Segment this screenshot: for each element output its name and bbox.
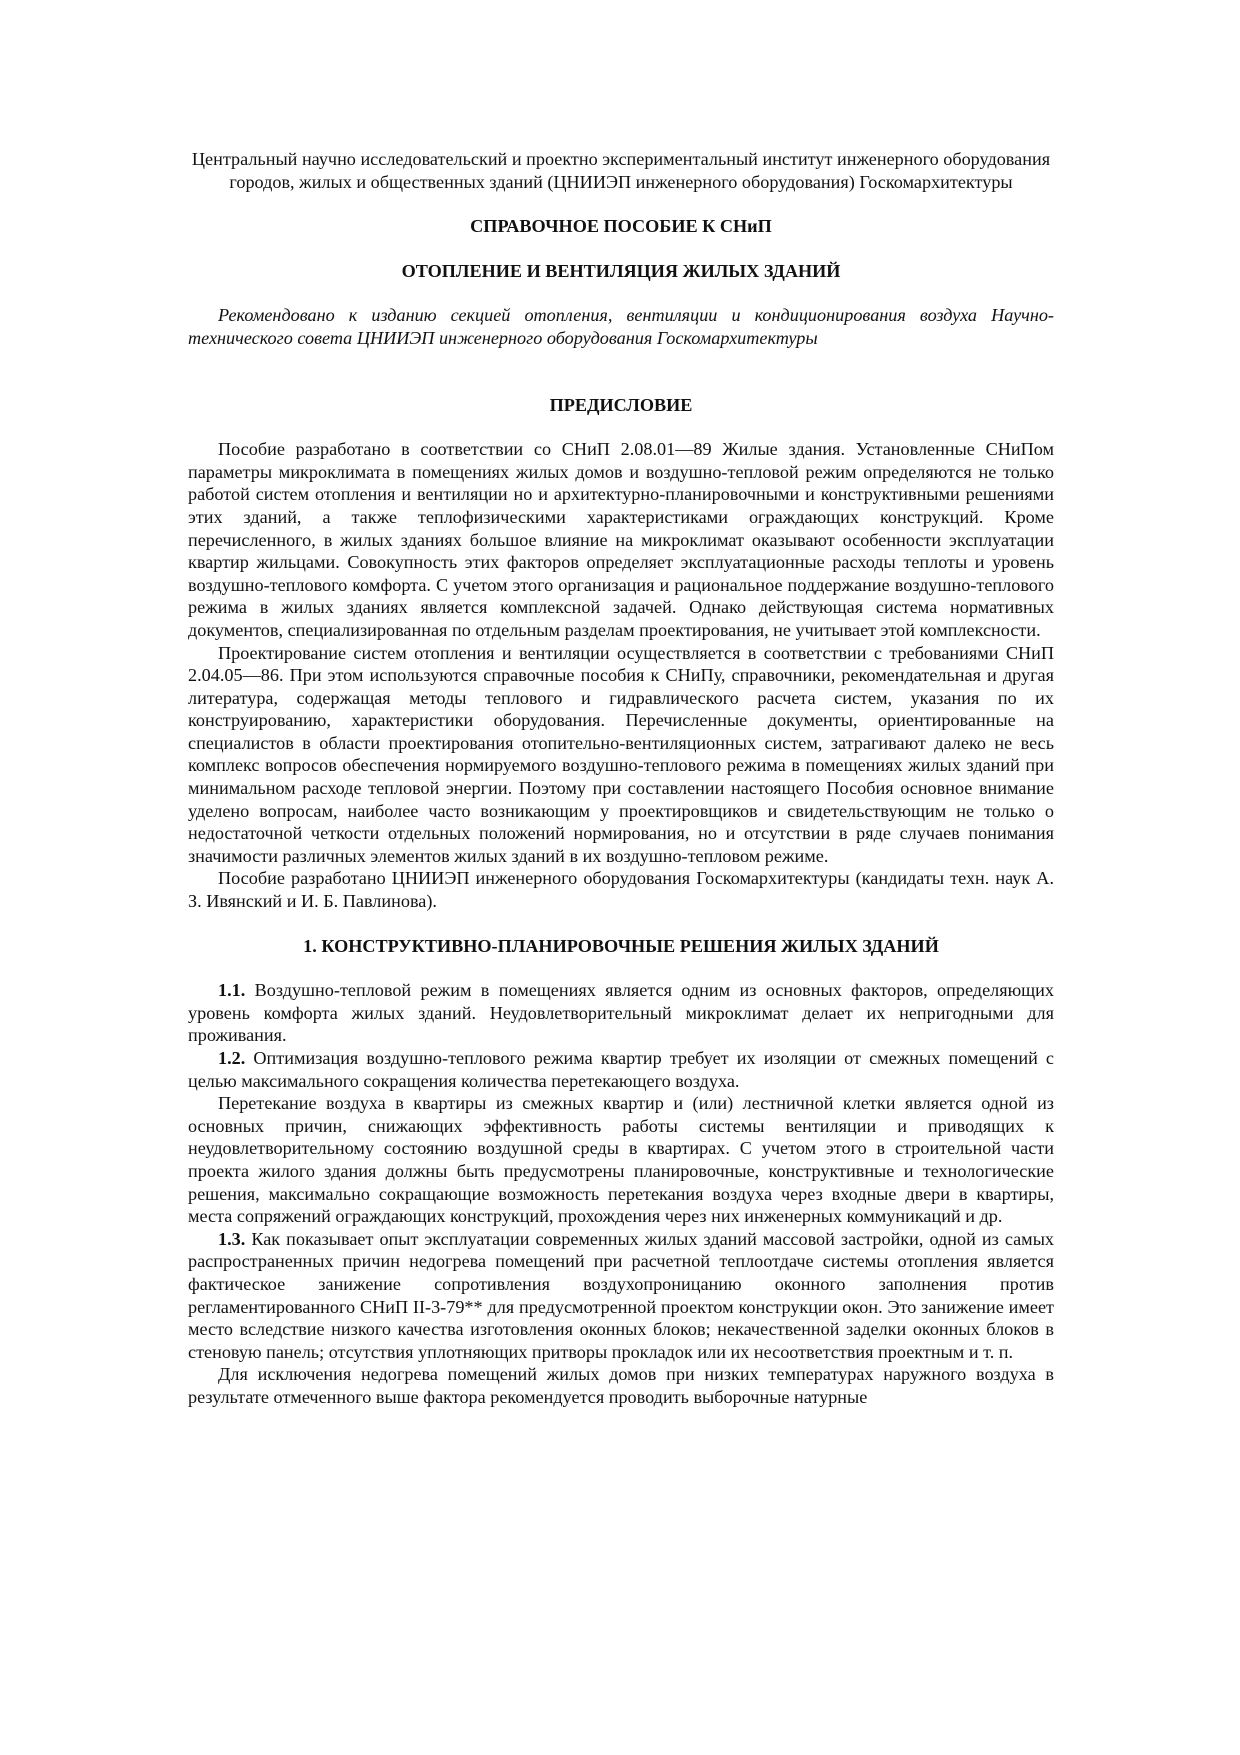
- recommendation-note: Рекомендовано к изданию секцией отопления, вентиляции и кондиционирования воздуха Научно-технического совета ЦНИИЭП инженерного оборудования Госкомархитектуры: [188, 305, 1054, 348]
- section-paragraph: [188, 1047, 1054, 1092]
- preface-paragraph: Пособие разработано ЦНИИЭП инженерного оборудования Госкомархитектуры (кандидаты техн. наук А. З. Ивянский и И. Б. Павлинова).: [188, 868, 1054, 912]
- clause-text: Перетекание воздуха в квартиры из смежных квартир и (или) лестничной клетки является одной из основных причин, снижающих эффективность работы системы вентиляции и приводящих к неудовлетворительному состоянию воздушной среды в квартирах. С учетом этого в строительной части проекта жилого здания должны быть предусмотрены планировочные, конструктивные и технологические решения, максимально сокращающие возможность перетекания воздуха через входные двери в квартиры, места сопряжений ограждающих конструкций, прохождения через них инженерных коммуникаций и др.: [188, 1093, 1054, 1227]
- document-page: [188, 148, 1054, 1409]
- clause-number: 1.1.: [218, 980, 246, 1001]
- clause-text: Как показывает опыт эксплуатации современных жилых зданий массовой застройки, одной из самых распространенных причин недогрева помещений при расчетной теплоотдаче системы отопления является фактическое занижение сопротивления воздухопроницанию оконного заполнения против регламентированного СНиП II-3-79** для предусмотренной проектом конструкции окон. Это занижение имеет место вследствие низкого качества изготовления оконных блоков; некачественной заделки оконных блоков в стеновую панель; отсутствия уплотняющих притворы прокладок или их несоответствия проектным и т. п.: [188, 1228, 1055, 1362]
- preface-heading: ПРЕДИСЛОВИЕ: [549, 394, 693, 415]
- preface-paragraph: Пособие разработано в соответствии со СНиП 2.08.01—89 Жилые здания. Установленные СНиПом параметры микроклимата в помещениях жилых домов и воздушно-тепловой режим определяются не только работой систем отопления и вентиляции но и архитектурно-планировочными и конструктивными решениями этих зданий, а также теплофизическими характеристиками ограждающих конструкций. Кроме перечисленного, в жилых зданиях большое влияние на микроклимат оказывают особенности эксплуатации квартир жильцами. Совокупность этих факторов определяет эксплуатационные расходы теплоты и уровень воздушно-теплового комфорта. С учетом этого организация и рациональное поддержание воздушно-теплового режима в жилых зданиях является комплексной задачей. Однако действующая система нормативных документов, специализированная по отдельным разделам проектирования, не учитывает этой комплексности.: [188, 439, 1054, 640]
- clause-text: Воздушно-тепловой режим в помещениях является одним из основных факторов, определяющих уровень комфорта жилых зданий. Неудовлетворительный микроклимат делает их непригодными для проживания.: [188, 980, 1054, 1046]
- document-subtitle: ОТОПЛЕНИЕ И ВЕНТИЛЯЦИЯ ЖИЛЫХ ЗДАНИЙ: [401, 260, 841, 281]
- clause-number: 1.3.: [218, 1228, 246, 1249]
- clause-number: 1.2.: [218, 1048, 246, 1068]
- section-paragraph: [188, 1363, 1054, 1408]
- section-heading: 1. КОНСТРУКТИВНО-ПЛАНИРОВОЧНЫЕ РЕШЕНИЯ ЖИЛЫХ ЗДАНИЙ: [303, 935, 939, 956]
- clause-text: Оптимизация воздушно-теплового режима квартир требует их изоляции от смежных помещений с целью максимального сокращения количества перетекающего воздуха.: [188, 1048, 1055, 1091]
- section-paragraph: [188, 979, 1054, 1047]
- clause-text: Для исключения недогрева помещений жилых домов при низких температурах наружного воздуха в результате отмеченного выше фактора рекомендуется проводить выборочные натурные: [188, 1364, 1054, 1407]
- section-paragraph: [188, 1092, 1054, 1228]
- section-paragraph: [188, 1228, 1054, 1364]
- organization-name: Центральный научно исследовательский и проектно экспериментальный институт инженерного оборудования городов, жилых и общественных зданий (ЦНИИЭП инженерного оборудования) Госкомархитектуры: [191, 149, 1051, 192]
- preface-paragraph: Проектирование систем отопления и вентиляции осуществляется в соответствии с требованиями СНиП 2.04.05—86. При этом используются справочные пособия к СНиПу, справочники, рекомендательная и другая литература, содержащая методы теплового и гидравлического расчета систем, указания по их конструированию, характеристики оборудования. Перечисленные документы, ориентированные на специалистов в области проектирования отопительно-вентиляционных систем, затрагивают далеко не весь комплекс вопросов обеспечения нормируемого воздушно-теплового режима в помещениях жилых зданий при минимальном расходе тепловой энергии. Поэтому при составлении настоящего Пособия основное внимание уделено вопросам, наиболее часто возникающим у проектировщиков и свидетельствующим не только о недостаточной четкости отдельных положений нормирования, но и отсутствии в ряде случаев понимания значимости различных элементов жилых зданий в их воздушно-тепловом режиме.: [188, 642, 1054, 866]
- document-title: СПРАВОЧНОЕ ПОСОБИЕ К СНиП: [470, 216, 772, 237]
